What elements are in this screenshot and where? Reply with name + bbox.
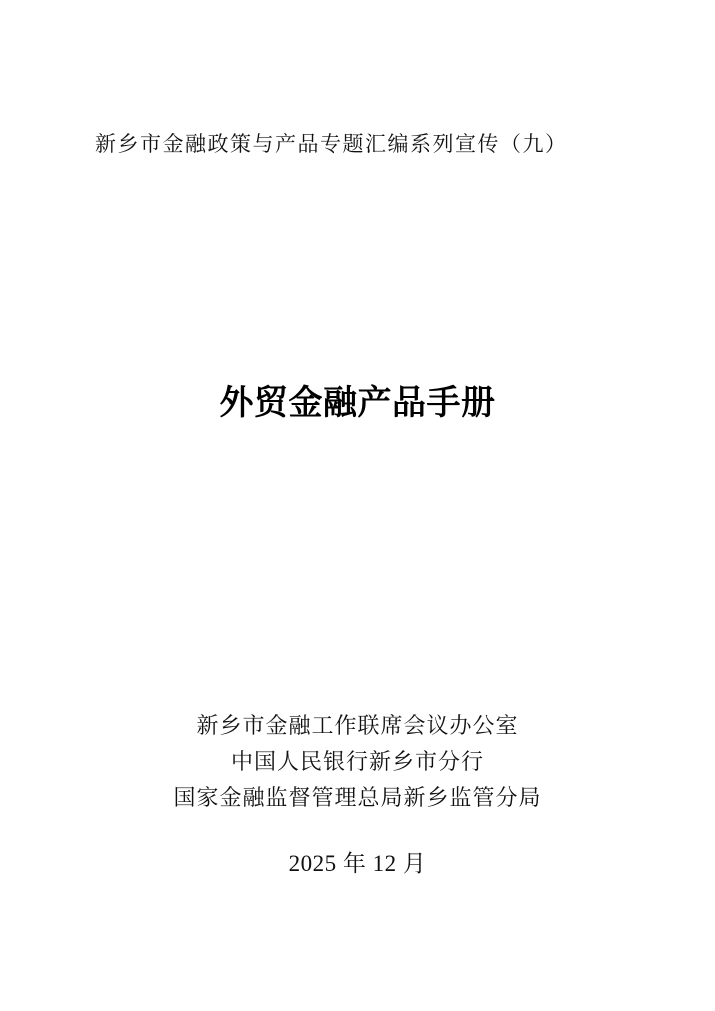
series-label: 新乡市金融政策与产品专题汇编系列宣传（九）: [95, 132, 568, 156]
organization-line-1: 新乡市金融工作联席会议办公室: [196, 713, 519, 738]
publication-date: 2025 年 12 月: [288, 851, 427, 876]
document-title: 外贸金融产品手册: [219, 385, 496, 422]
organization-block: [0, 708, 715, 816]
organization-line-2: 中国人民银行新乡市分行: [230, 749, 484, 774]
organization-line-3: 国家金融监督管理总局新乡监管分局: [173, 785, 542, 810]
